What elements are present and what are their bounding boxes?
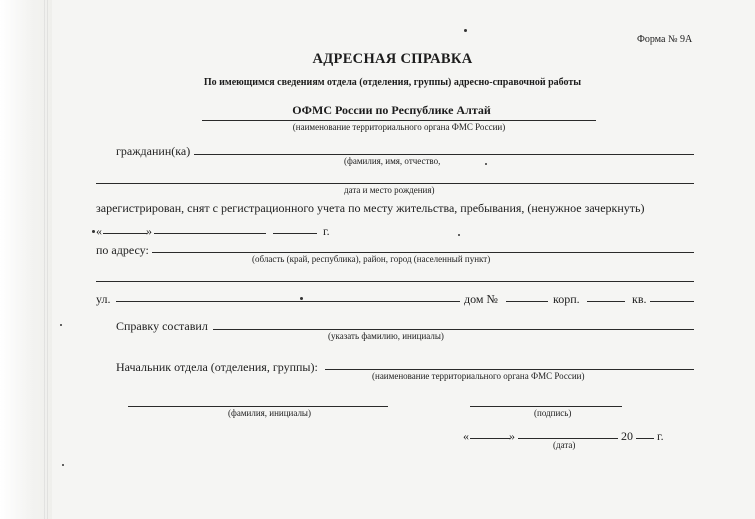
street-label: ул. <box>96 292 111 306</box>
house-line[interactable] <box>506 301 548 302</box>
final-year-line[interactable] <box>636 438 654 439</box>
scan-speck <box>485 163 487 165</box>
date-open-quote: « <box>96 224 102 238</box>
final-day-line[interactable] <box>470 438 510 439</box>
registered-text: зарегистрирован, снят с регистрационного учета по месту жительства, пребывания, (ненужное зачеркнуть) <box>96 201 645 215</box>
scan-speck <box>458 234 460 236</box>
signature-line[interactable] <box>470 406 622 407</box>
hint-signature: (подпись) <box>534 408 572 418</box>
building-line[interactable] <box>587 301 625 302</box>
form-number: Форма № 9А <box>637 34 693 45</box>
hint-signer-name: (фамилия, инициалы) <box>228 408 311 418</box>
month-line[interactable] <box>154 233 266 234</box>
final-date-open-quote: « <box>463 429 469 443</box>
birth-line[interactable] <box>96 183 694 184</box>
scan-speck <box>60 324 62 326</box>
organ-name: ОФМС России по Республике Алтай <box>292 103 491 117</box>
compiled-label: Справку составил <box>116 319 208 333</box>
scan-speck <box>92 230 95 233</box>
head-label: Начальник отдела (отделения, группы): <box>116 360 318 374</box>
hint-date: (дата) <box>553 440 576 450</box>
hint-compiler: (указать фамилию, инициалы) <box>328 331 444 341</box>
year-suffix: г. <box>323 224 330 238</box>
hint-organ: (наименование территориального органа ФМС России) <box>292 122 506 132</box>
address-line[interactable] <box>152 252 694 253</box>
address-line-2[interactable] <box>96 281 694 282</box>
year-line[interactable] <box>273 233 317 234</box>
form-subtitle: По имеющимся сведениям отдела (отделения, группы) адресно-справочной работы <box>203 77 582 88</box>
hint-address: (область (край, республика), район, город (населенный пункт) <box>252 254 491 264</box>
house-label: дом № <box>464 292 498 306</box>
compiler-line[interactable] <box>213 329 694 330</box>
citizen-label: гражданин(ка) <box>116 144 191 158</box>
citizen-name-line[interactable] <box>194 154 694 155</box>
hint-birth: дата и место рождения) <box>344 185 435 195</box>
head-organ-line[interactable] <box>325 369 694 370</box>
hint-head-organ: (наименование территориального органа ФМС России) <box>372 371 585 381</box>
signer-name-line[interactable] <box>128 406 388 407</box>
address-label: по адресу: <box>96 243 149 257</box>
apartment-label: кв. <box>632 292 647 306</box>
scan-speck <box>464 29 467 32</box>
day-line[interactable] <box>103 233 147 234</box>
form-title: АДРЕСНАЯ СПРАВКА <box>312 51 473 67</box>
final-year-prefix: 20 <box>621 429 633 443</box>
building-label: корп. <box>553 292 580 306</box>
hint-name: (фамилия, имя, отчество, <box>344 156 441 166</box>
final-month-line[interactable] <box>518 438 618 439</box>
date-close-quote: » <box>146 224 152 238</box>
street-line[interactable] <box>116 301 460 302</box>
organ-name-line[interactable] <box>202 120 596 121</box>
final-year-suffix: г. <box>657 429 664 443</box>
scan-speck <box>300 297 303 300</box>
scan-speck <box>62 464 64 466</box>
apartment-line[interactable] <box>650 301 694 302</box>
final-date-close-quote: » <box>509 429 515 443</box>
